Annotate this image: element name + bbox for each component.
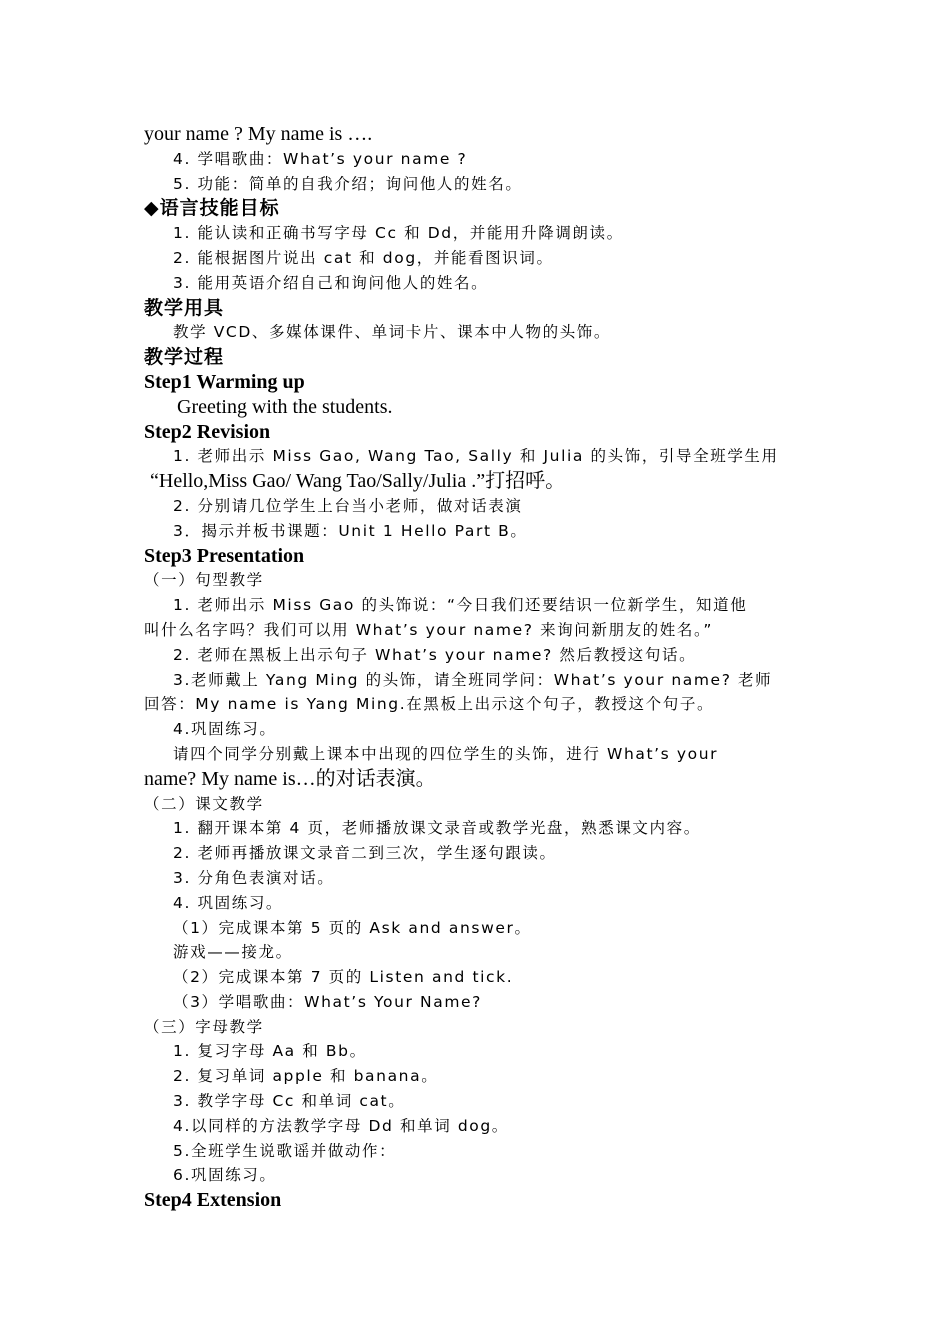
text-line: 叫什么名字吗？我们可以用 What’s your name? 来询问新朋友的姓名。”: [144, 620, 713, 639]
text-line: 4.以同样的方法教学字母 Dd 和单词 dog。: [173, 1116, 509, 1135]
text-line: 2. 老师再播放课文录音二到三次，学生逐句跟读。: [173, 844, 557, 863]
subsection-heading: （二）课文教学: [144, 794, 264, 813]
text-line: 3. 能用英语介绍自己和询问他人的姓名。: [173, 273, 489, 292]
text-line: 3.老师戴上 Yang Ming 的头饰，请全班同学问：What’s your name? 老师: [173, 670, 773, 689]
text-line: 4.巩固练习。: [173, 720, 277, 739]
step-heading: Step2 Revision: [144, 420, 271, 443]
text-line: “Hello,Miss Gao/ Wang Tao/Sally/Julia .”打招呼。: [150, 470, 566, 493]
text-line: 游戏——接龙。: [173, 943, 293, 962]
section-heading: ◆语言技能目标: [144, 197, 280, 220]
text-line: 1. 老师出示 Miss Gao, Wang Tao, Sally 和 Julia 的头饰，引导全班学生用: [173, 447, 779, 466]
text-line: your name ? My name is ….: [144, 123, 373, 145]
text-line: （2）完成课本第 7 页的 Listen and tick.: [173, 968, 514, 987]
text-line: 3．揭示并板书课题：Unit 1 Hello Part B。: [173, 521, 528, 540]
text-line: （3）学唱歌曲：What’s Your Name?: [173, 992, 482, 1011]
text-line: 2. 能根据图片说出 cat 和 dog，并能看图识词。: [173, 248, 554, 267]
text-line: 教学 VCD、多媒体课件、单词卡片、课本中人物的头饰。: [173, 323, 611, 342]
text-line: 6.巩固练习。: [173, 1166, 277, 1185]
section-heading: 教学过程: [144, 346, 225, 369]
text-line: 2. 分别请几位学生上台当小老师，做对话表演: [173, 496, 523, 515]
subsection-heading: （三）字母教学: [144, 1017, 264, 1036]
text-line: Greeting with the students.: [177, 395, 393, 418]
text-line: 3. 教学字母 Cc 和单词 cat。: [173, 1092, 406, 1111]
text-line: 请四个同学分别戴上课本中出现的四位学生的头饰，进行 What’s your: [173, 744, 719, 763]
text-line: 4. 学唱歌曲：What’s your name ?: [173, 149, 468, 168]
step-heading: Step3 Presentation: [144, 544, 305, 567]
step-heading: Step1 Warming up: [144, 370, 305, 393]
step-heading: Step4 Extension: [144, 1189, 282, 1212]
text-line: 1. 复习字母 Aa 和 Bb。: [173, 1042, 367, 1061]
text-line: （1）完成课本第 5 页的 Ask and answer。: [173, 918, 532, 937]
document-body: [144, 122, 806, 1213]
text-line: 3. 分角色表演对话。: [173, 868, 335, 887]
subsection-heading: （一）句型教学: [144, 571, 264, 590]
text-line: 5. 功能：简单的自我介绍；询问他人的姓名。: [173, 174, 523, 193]
text-line: 5.全班学生说歌谣并做动作：: [173, 1141, 397, 1160]
text-line: 1. 能认读和正确书写字母 Cc 和 Dd，并能用升降调朗读。: [173, 224, 624, 243]
text-line: 1. 老师出示 Miss Gao 的头饰说：“今日我们还要结识一位新学生，知道他: [173, 596, 748, 615]
text-line: 4. 巩固练习。: [173, 893, 284, 912]
text-line: 1. 翻开课本第 4 页，老师播放课文录音或教学光盘，熟悉课文内容。: [173, 819, 701, 838]
section-heading: 教学用具: [144, 296, 225, 319]
text-line: name? My name is…的对话表演。: [144, 767, 436, 790]
text-line: 回答：My name is Yang Ming.在黑板上出示这个句子，教授这个句子。: [144, 695, 715, 714]
text-line: 2. 老师在黑板上出示句子 What’s your name? 然后教授这句话。: [173, 645, 697, 664]
text-line: 2. 复习单词 apple 和 banana。: [173, 1067, 439, 1086]
